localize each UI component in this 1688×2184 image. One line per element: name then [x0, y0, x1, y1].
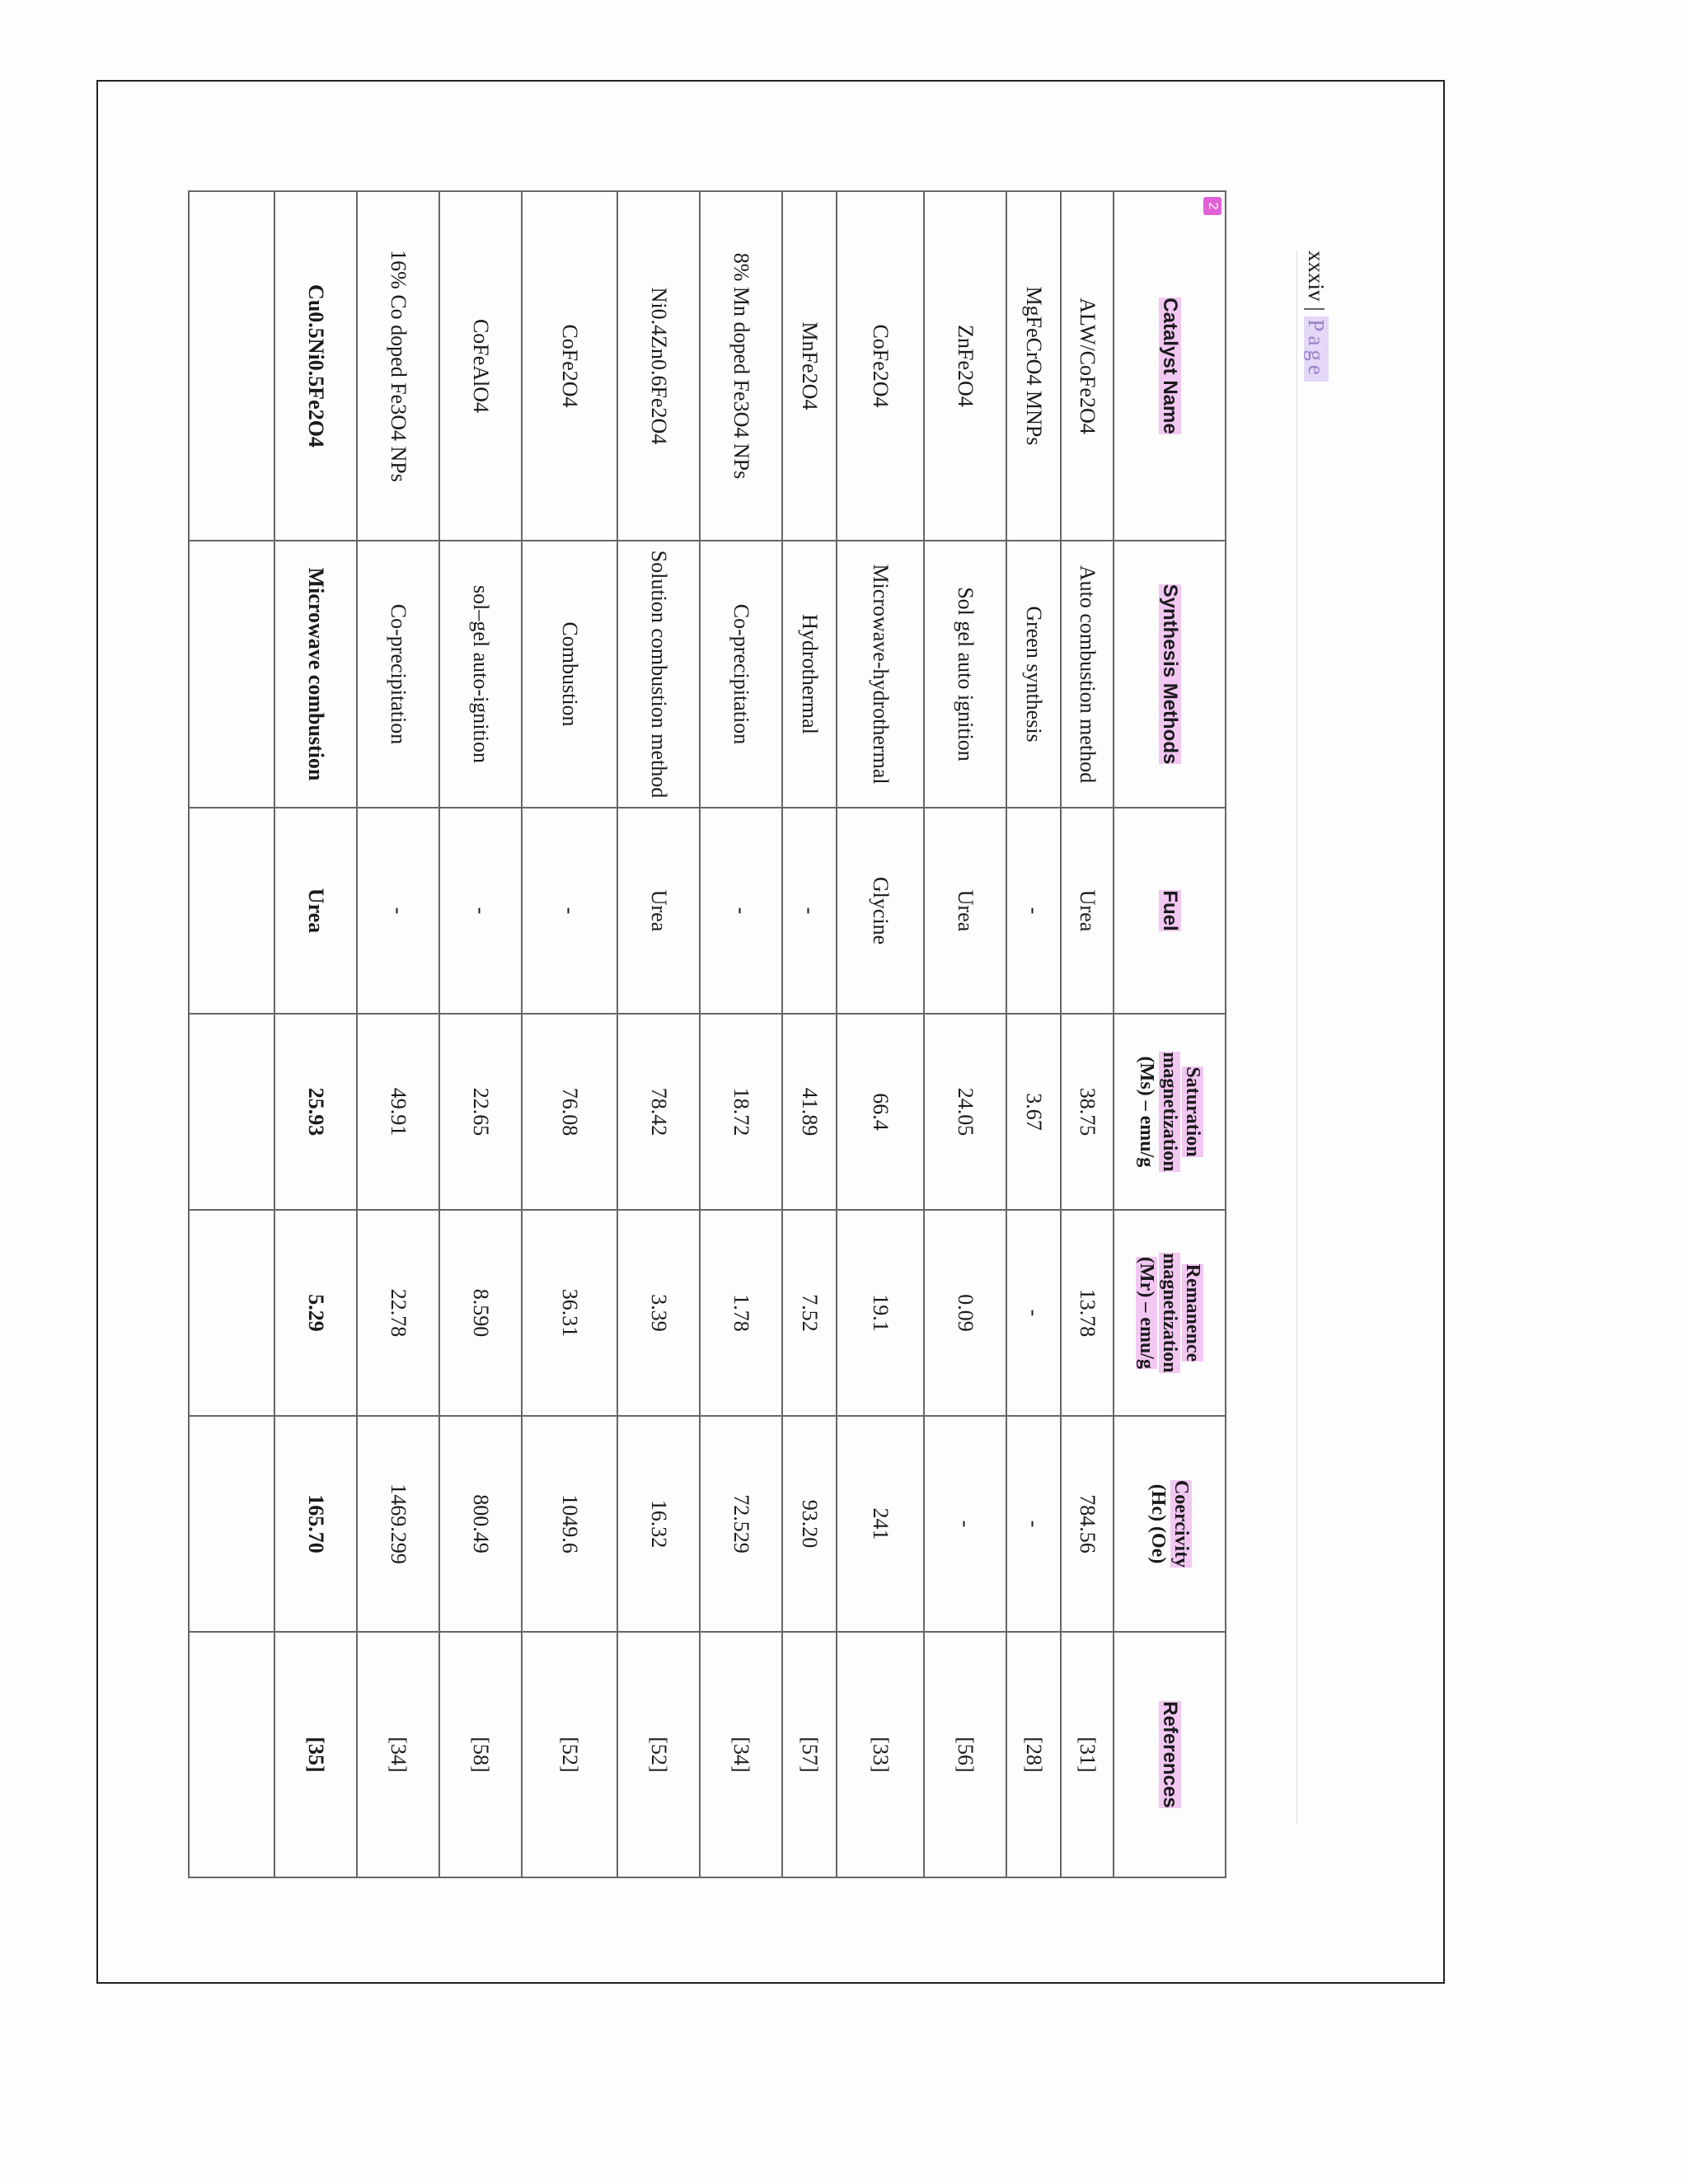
cell-mr — [189, 1210, 274, 1416]
rotated-table-container — [190, 190, 1226, 1877]
cell-mr: 19.1 — [837, 1210, 924, 1416]
cell-ref: [52] — [522, 1632, 617, 1877]
cell-mr: 3.39 — [617, 1210, 700, 1416]
cell-mr: 8.590 — [439, 1210, 522, 1416]
cell-catalyst: CoFeAlO4 — [439, 191, 522, 541]
cell-catalyst: 16% Co doped Fe3O4 NPs — [357, 191, 439, 541]
cell-ref — [189, 1632, 274, 1877]
cell-ms: 3.67 — [1006, 1014, 1061, 1210]
table-row — [924, 191, 1006, 1877]
cell-fuel: - — [700, 808, 782, 1014]
cell-fuel: Glycine — [837, 808, 924, 1014]
cell-fuel: - — [357, 808, 439, 1014]
header-fuel — [1114, 808, 1226, 1014]
cell-fuel: Urea — [274, 808, 357, 1014]
cell-mr: 36.31 — [522, 1210, 617, 1416]
cell-method: Solution combustion method — [617, 541, 700, 808]
footer-separator: | — [1304, 307, 1329, 312]
cell-ref: [58] — [439, 1632, 522, 1877]
header-catalyst-name — [1114, 191, 1226, 541]
cell-method: Hydrothermal — [782, 541, 837, 808]
cell-mr: 5.29 — [274, 1210, 357, 1416]
header-mr-line2: magnetization — [1159, 1253, 1180, 1373]
cell-ref: [33] — [837, 1632, 924, 1877]
header-fuel-label: Fuel — [1159, 890, 1181, 931]
table-row — [700, 191, 782, 1877]
table-row — [1061, 191, 1114, 1877]
cell-method — [189, 541, 274, 808]
footer-divider — [1296, 251, 1297, 1823]
cell-ms: 76.08 — [522, 1014, 617, 1210]
table-row-empty — [189, 191, 274, 1877]
cell-ms: 78.42 — [617, 1014, 700, 1210]
header-ms-line1: Saturation — [1182, 1066, 1203, 1157]
cell-ref: [52] — [617, 1632, 700, 1877]
header-remanence-magnetization — [1114, 1210, 1226, 1416]
cell-mr: 7.52 — [782, 1210, 837, 1416]
cell-ref: [35] — [274, 1632, 357, 1877]
cell-method: sol–gel auto-ignition — [439, 541, 522, 808]
cell-ms: 24.05 — [924, 1014, 1006, 1210]
cell-ms: 38.75 — [1061, 1014, 1114, 1210]
cell-hc: 800.49 — [439, 1416, 522, 1632]
cell-method: Auto combustion method — [1061, 541, 1114, 808]
header-coercivity — [1114, 1416, 1226, 1632]
cell-catalyst: Cu0.5Ni0.5Fe2O4 — [274, 191, 357, 541]
cell-hc: 1469.299 — [357, 1416, 439, 1632]
page-number: xxxiv — [1304, 251, 1329, 302]
table-row — [274, 191, 357, 1877]
cell-method: Co-precipitation — [700, 541, 782, 808]
header-hc-line2: (Hc) (Oe) — [1147, 1483, 1169, 1564]
header-references-label: References — [1159, 1701, 1181, 1808]
cell-fuel: - — [522, 808, 617, 1014]
cell-method: Co-precipitation — [357, 541, 439, 808]
cell-mr: 13.78 — [1061, 1210, 1114, 1416]
cell-catalyst: 8% Mn doped Fe3O4 NPs — [700, 191, 782, 541]
cell-ms: 18.72 — [700, 1014, 782, 1210]
cell-fuel: - — [439, 808, 522, 1014]
cell-mr: 0.09 — [924, 1210, 1006, 1416]
cell-ms: 25.93 — [274, 1014, 357, 1210]
cell-hc: 72.529 — [700, 1416, 782, 1632]
cell-catalyst: ZnFe2O4 — [924, 191, 1006, 541]
table-row — [837, 191, 924, 1877]
cell-fuel: - — [1006, 808, 1061, 1014]
table-row — [617, 191, 700, 1877]
cell-method: Green synthesis — [1006, 541, 1061, 808]
cell-fuel — [189, 808, 274, 1014]
header-mr-line1: Remanence — [1182, 1263, 1203, 1362]
table-row — [522, 191, 617, 1877]
table-row — [782, 191, 837, 1877]
cell-catalyst — [189, 191, 274, 541]
header-catalyst-label: Catalyst Name — [1159, 298, 1181, 434]
cell-method: Microwave-hydrothermal — [837, 541, 924, 808]
cell-fuel: Urea — [924, 808, 1006, 1014]
cell-ref: [28] — [1006, 1632, 1061, 1877]
header-references — [1114, 1632, 1226, 1877]
cell-catalyst: CoFe2O4 — [837, 191, 924, 541]
cell-hc — [189, 1416, 274, 1632]
cell-mr: 1.78 — [700, 1210, 782, 1416]
header-saturation-magnetization — [1114, 1014, 1226, 1210]
cell-ref: [57] — [782, 1632, 837, 1877]
cell-ref: [31] — [1061, 1632, 1114, 1877]
cell-ref: [34] — [700, 1632, 782, 1877]
cell-method: Sol gel auto ignition — [924, 541, 1006, 808]
cell-catalyst: MgFeCrO4 MNPs — [1006, 191, 1061, 541]
annotation-marker[interactable]: 2 — [1203, 197, 1221, 215]
header-ms-line3: (Ms) – emu/g — [1136, 1056, 1157, 1168]
magnetic-properties-table — [188, 190, 1226, 1878]
cell-mr: 22.78 — [357, 1210, 439, 1416]
header-hc-line1: Coercivity — [1170, 1479, 1192, 1568]
header-mr-line3: (Mr) – emu/g — [1136, 1257, 1157, 1369]
cell-hc: - — [1006, 1416, 1061, 1632]
table-row — [357, 191, 439, 1877]
cell-ref: [56] — [924, 1632, 1006, 1877]
cell-hc: 165.70 — [274, 1416, 357, 1632]
cell-catalyst: CoFe2O4 — [522, 191, 617, 541]
cell-ms: 66.4 — [837, 1014, 924, 1210]
header-ms-line2: magnetization — [1159, 1052, 1180, 1172]
cell-ms: 49.91 — [357, 1014, 439, 1210]
cell-ms: 22.65 — [439, 1014, 522, 1210]
cell-fuel: Urea — [617, 808, 700, 1014]
cell-hc: 784.56 — [1061, 1416, 1114, 1632]
cell-hc: 1049.6 — [522, 1416, 617, 1632]
cell-mr: - — [1006, 1210, 1061, 1416]
cell-fuel: Urea — [1061, 808, 1114, 1014]
table-row — [1006, 191, 1061, 1877]
cell-catalyst: Ni0.4Zn0.6Fe2O4 — [617, 191, 700, 541]
cell-method: Combustion — [522, 541, 617, 808]
cell-ref: [34] — [357, 1632, 439, 1877]
cell-hc: 93.20 — [782, 1416, 837, 1632]
page-footer — [1303, 251, 1329, 382]
cell-fuel: - — [782, 808, 837, 1014]
cell-method: Microwave combustion — [274, 541, 357, 808]
table-header-row — [1114, 191, 1226, 1877]
cell-hc: - — [924, 1416, 1006, 1632]
cell-catalyst: ALW/CoFe2O4 — [1061, 191, 1114, 541]
cell-ms: 41.89 — [782, 1014, 837, 1210]
cell-hc: 241 — [837, 1416, 924, 1632]
cell-hc: 16.32 — [617, 1416, 700, 1632]
cell-catalyst: MnFe2O4 — [782, 191, 837, 541]
page-label: Page — [1304, 316, 1329, 381]
table-row — [439, 191, 522, 1877]
header-synthesis-label: Synthesis Methods — [1159, 583, 1181, 765]
header-synthesis-methods — [1114, 541, 1226, 808]
cell-ms — [189, 1014, 274, 1210]
